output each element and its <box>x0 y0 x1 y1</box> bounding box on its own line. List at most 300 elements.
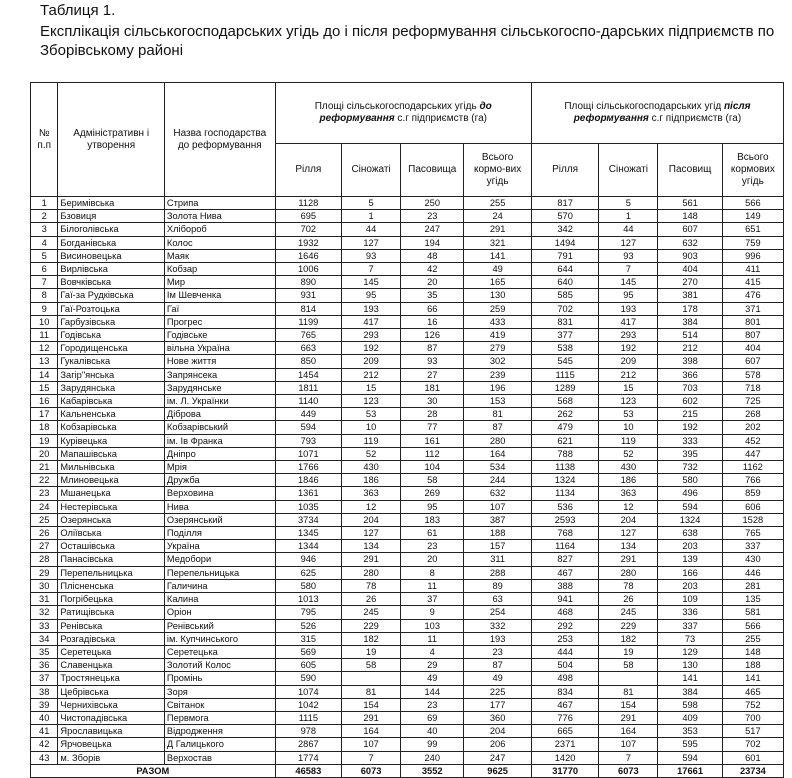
value-cell: 66 <box>401 302 464 315</box>
value-cell: 27 <box>401 368 464 381</box>
farm-name-cell: ім. Купчинського <box>164 632 275 645</box>
value-cell: 5 <box>599 197 658 210</box>
admin-unit-cell: Ренівська <box>58 619 165 632</box>
table-row <box>31 474 784 487</box>
row-number: 9 <box>31 302 58 315</box>
farm-name-cell: Перепельницька <box>164 566 275 579</box>
farm-name-cell: Україна <box>164 540 275 553</box>
total-cell: 9625 <box>464 764 532 777</box>
table-row <box>31 540 784 553</box>
admin-unit-cell: Млиновецька <box>58 474 165 487</box>
value-cell: 1932 <box>275 236 341 249</box>
value-cell: 15 <box>342 381 401 394</box>
value-cell: 496 <box>658 487 722 500</box>
table-caption: Таблиця 1. <box>40 2 116 19</box>
admin-unit-cell: Годівська <box>58 329 165 342</box>
admin-unit-cell: Чистопадівська <box>58 711 165 724</box>
value-cell: 192 <box>342 342 401 355</box>
value-cell: 135 <box>722 593 783 606</box>
table-row <box>31 500 784 513</box>
farm-name-cell: Відродження <box>164 725 275 738</box>
value-cell: 718 <box>722 381 783 394</box>
value-cell: 130 <box>658 659 722 672</box>
value-cell: 119 <box>599 434 658 447</box>
table-row <box>31 434 784 447</box>
total-label: РАЗОМ <box>31 764 276 777</box>
value-cell: 119 <box>342 434 401 447</box>
row-number: 29 <box>31 566 58 579</box>
value-cell: 203 <box>658 579 722 592</box>
value-cell: 20 <box>401 553 464 566</box>
value-cell: 409 <box>658 711 722 724</box>
value-cell: 430 <box>722 553 783 566</box>
value-cell: 381 <box>658 289 722 302</box>
value-cell: 465 <box>722 685 783 698</box>
value-cell: 49 <box>401 672 464 685</box>
value-cell: 4 <box>401 645 464 658</box>
table-row <box>31 249 784 262</box>
value-cell: 127 <box>599 236 658 249</box>
value-cell: 141 <box>464 249 532 262</box>
header-pastures-after: Пасовищ <box>658 144 722 197</box>
value-cell: 814 <box>275 302 341 315</box>
value-cell: 1 <box>342 210 401 223</box>
value-cell: 10 <box>342 421 401 434</box>
row-number: 27 <box>31 540 58 553</box>
value-cell: 93 <box>342 249 401 262</box>
row-number: 24 <box>31 500 58 513</box>
value-cell: 1774 <box>275 751 341 764</box>
value-cell: 1199 <box>275 315 341 328</box>
value-cell: 182 <box>342 632 401 645</box>
value-cell: 139 <box>658 553 722 566</box>
value-cell: 605 <box>275 659 341 672</box>
value-cell: 333 <box>658 434 722 447</box>
row-number: 32 <box>31 606 58 619</box>
farm-name-cell: Маяк <box>164 249 275 262</box>
admin-unit-cell: Зарудянська <box>58 381 165 394</box>
value-cell: 95 <box>599 289 658 302</box>
header-before-reform: Площі сільськогосподарських угідь до реформування с.г підприємств (га) <box>275 83 531 144</box>
admin-unit-cell: Загір"янська <box>58 368 165 381</box>
value-cell: 35 <box>401 289 464 302</box>
farm-name-cell: Світанок <box>164 698 275 711</box>
farm-name-cell: Дніпро <box>164 447 275 460</box>
value-cell: 148 <box>722 645 783 658</box>
admin-unit-cell: Мшанецька <box>58 487 165 500</box>
value-cell: 795 <box>275 606 341 619</box>
value-cell: 621 <box>531 434 598 447</box>
admin-unit-cell: Погрібецька <box>58 593 165 606</box>
value-cell: 95 <box>342 289 401 302</box>
value-cell: 1289 <box>531 381 598 394</box>
value-cell: 417 <box>342 315 401 328</box>
value-cell: 52 <box>342 447 401 460</box>
table-row <box>31 579 784 592</box>
value-cell: 315 <box>275 632 341 645</box>
value-cell: 127 <box>599 527 658 540</box>
value-cell: 545 <box>531 355 598 368</box>
table-row <box>31 698 784 711</box>
value-cell: 44 <box>342 223 401 236</box>
value-cell: 1494 <box>531 236 598 249</box>
table-row <box>31 381 784 394</box>
table-row <box>31 276 784 289</box>
value-cell: 144 <box>401 685 464 698</box>
header-fodder-total-before: Всього кормо-вих угідь <box>464 144 532 197</box>
header-pastures-before: Пасовища <box>401 144 464 197</box>
value-cell: 240 <box>401 751 464 764</box>
value-cell: 24 <box>464 210 532 223</box>
value-cell: 16 <box>401 315 464 328</box>
admin-unit-cell: м. Зборів <box>58 751 165 764</box>
value-cell: 164 <box>342 725 401 738</box>
admin-unit-cell: Чернихівська <box>58 698 165 711</box>
admin-unit-cell: Курівецька <box>58 434 165 447</box>
value-cell: 827 <box>531 553 598 566</box>
value-cell: 360 <box>464 711 532 724</box>
value-cell: 81 <box>599 685 658 698</box>
admin-unit-cell: Плісненська <box>58 579 165 592</box>
value-cell: 446 <box>722 566 783 579</box>
admin-unit-cell: Гукалівська <box>58 355 165 368</box>
value-cell: 607 <box>722 355 783 368</box>
admin-unit-cell: Мильнівська <box>58 461 165 474</box>
value-cell: 534 <box>464 461 532 474</box>
value-cell: 245 <box>342 606 401 619</box>
value-cell: 11 <box>401 579 464 592</box>
value-cell: 941 <box>531 593 598 606</box>
admin-unit-cell: Висиновецька <box>58 249 165 262</box>
value-cell: 1140 <box>275 395 341 408</box>
value-cell: 332 <box>464 619 532 632</box>
value-cell: 476 <box>722 289 783 302</box>
header-number: № п.п <box>31 83 58 197</box>
value-cell: 766 <box>722 474 783 487</box>
value-cell: 1006 <box>275 263 341 276</box>
value-cell: 7 <box>599 751 658 764</box>
total-cell: 31770 <box>531 764 598 777</box>
farm-name-cell: Д Галицького <box>164 738 275 751</box>
value-cell: 1164 <box>531 540 598 553</box>
admin-unit-cell: Кабарівська <box>58 395 165 408</box>
value-cell: 1162 <box>722 461 783 474</box>
admin-unit-cell: Нестерівська <box>58 500 165 513</box>
value-cell: 601 <box>722 751 783 764</box>
value-cell: 585 <box>531 289 598 302</box>
value-cell: 594 <box>658 500 722 513</box>
value-cell: 188 <box>464 527 532 540</box>
value-cell: 595 <box>658 738 722 751</box>
farm-name-cell: Оріон <box>164 606 275 619</box>
value-cell: 1361 <box>275 487 341 500</box>
value-cell: 26 <box>599 593 658 606</box>
value-cell: 126 <box>401 329 464 342</box>
value-cell: 112 <box>401 447 464 460</box>
value-cell: 193 <box>599 302 658 315</box>
farm-name-cell: Колос <box>164 236 275 249</box>
value-cell: 834 <box>531 685 598 698</box>
admin-unit-cell: Славенцька <box>58 659 165 672</box>
value-cell: 9 <box>401 606 464 619</box>
value-cell: 1420 <box>531 751 598 764</box>
value-cell: 387 <box>464 513 532 526</box>
value-cell: 725 <box>722 395 783 408</box>
land-explication-table <box>30 82 784 778</box>
header-hayfields-before: Сіножаті <box>342 144 401 197</box>
farm-name-cell: Золота Нива <box>164 210 275 223</box>
value-cell: 23 <box>464 645 532 658</box>
value-cell: 23 <box>401 698 464 711</box>
value-cell: 395 <box>658 447 722 460</box>
value-cell: 202 <box>722 421 783 434</box>
value-cell: 203 <box>658 540 722 553</box>
value-cell: 30 <box>401 395 464 408</box>
value-cell: 145 <box>599 276 658 289</box>
value-cell: 293 <box>342 329 401 342</box>
value-cell: 1846 <box>275 474 341 487</box>
value-cell: 7 <box>342 751 401 764</box>
row-number: 30 <box>31 579 58 592</box>
value-cell: 164 <box>599 725 658 738</box>
farm-name-cell: Ренівський <box>164 619 275 632</box>
farm-name-cell: Стрипа <box>164 197 275 210</box>
farm-name-cell: Запрянсека <box>164 368 275 381</box>
value-cell: 703 <box>658 381 722 394</box>
total-cell: 17661 <box>658 764 722 777</box>
value-cell: 384 <box>658 315 722 328</box>
value-cell: 625 <box>275 566 341 579</box>
value-cell: 580 <box>658 474 722 487</box>
row-number: 20 <box>31 447 58 460</box>
value-cell: 183 <box>401 513 464 526</box>
table-row <box>31 447 784 460</box>
farm-name-cell: Промінь <box>164 672 275 685</box>
table-row <box>31 487 784 500</box>
value-cell: 598 <box>658 698 722 711</box>
value-cell: 247 <box>464 751 532 764</box>
value-cell: 93 <box>401 355 464 368</box>
total-cell: 23734 <box>722 764 783 777</box>
value-cell: 467 <box>531 566 598 579</box>
value-cell: 270 <box>658 276 722 289</box>
farm-name-cell: Серетецька <box>164 645 275 658</box>
value-cell: 702 <box>531 302 598 315</box>
admin-unit-cell: Перепельницька <box>58 566 165 579</box>
farm-name-cell: Дружба <box>164 474 275 487</box>
value-cell: 99 <box>401 738 464 751</box>
value-cell: 1528 <box>722 513 783 526</box>
value-cell: 569 <box>275 645 341 658</box>
value-cell: 157 <box>464 540 532 553</box>
value-cell: 291 <box>342 553 401 566</box>
value-cell: 109 <box>658 593 722 606</box>
value-cell: 212 <box>599 368 658 381</box>
row-number: 40 <box>31 711 58 724</box>
value-cell: 1811 <box>275 381 341 394</box>
value-cell: 337 <box>722 540 783 553</box>
value-cell: 363 <box>599 487 658 500</box>
farm-name-cell: вільна Україна <box>164 342 275 355</box>
value-cell: 254 <box>464 606 532 619</box>
value-cell: 363 <box>342 487 401 500</box>
value-cell: 127 <box>342 527 401 540</box>
value-cell: 417 <box>599 315 658 328</box>
value-cell: 566 <box>722 619 783 632</box>
value-cell: 665 <box>531 725 598 738</box>
row-number: 5 <box>31 249 58 262</box>
value-cell: 292 <box>531 619 598 632</box>
value-cell: 568 <box>531 395 598 408</box>
admin-unit-cell: Городищенська <box>58 342 165 355</box>
value-cell: 590 <box>275 672 341 685</box>
admin-unit-cell: Вовчківська <box>58 276 165 289</box>
admin-unit-cell: Ярчовецька <box>58 738 165 751</box>
value-cell: 23 <box>401 540 464 553</box>
value-cell: 107 <box>599 738 658 751</box>
farm-name-cell: Гаї <box>164 302 275 315</box>
value-cell: 123 <box>599 395 658 408</box>
value-cell: 732 <box>658 461 722 474</box>
value-cell: 49 <box>464 263 532 276</box>
value-cell: 253 <box>531 632 598 645</box>
value-cell: 281 <box>722 579 783 592</box>
value-cell: 134 <box>342 540 401 553</box>
table-row <box>31 645 784 658</box>
farm-name-cell: Нива <box>164 500 275 513</box>
value-cell: 193 <box>342 302 401 315</box>
value-cell: 1454 <box>275 368 341 381</box>
value-cell: 247 <box>401 223 464 236</box>
value-cell: 606 <box>722 500 783 513</box>
value-cell: 1115 <box>531 368 598 381</box>
value-cell: 752 <box>722 698 783 711</box>
value-cell: 996 <box>722 249 783 262</box>
value-cell: 302 <box>464 355 532 368</box>
value-cell: 663 <box>275 342 341 355</box>
value-cell: 859 <box>722 487 783 500</box>
value-cell: 2593 <box>531 513 598 526</box>
table-row <box>31 566 784 579</box>
row-number: 41 <box>31 725 58 738</box>
value-cell: 107 <box>464 500 532 513</box>
value-cell: 1042 <box>275 698 341 711</box>
farm-name-cell: Діброва <box>164 408 275 421</box>
table-row <box>31 672 784 685</box>
value-cell: 850 <box>275 355 341 368</box>
value-cell: 148 <box>658 210 722 223</box>
value-cell: 206 <box>464 738 532 751</box>
value-cell: 765 <box>275 329 341 342</box>
value-cell: 342 <box>531 223 598 236</box>
value-cell: 192 <box>599 342 658 355</box>
value-cell: 7 <box>342 263 401 276</box>
row-number: 33 <box>31 619 58 632</box>
admin-unit-cell: Осташівська <box>58 540 165 553</box>
admin-unit-cell: Оліївська <box>58 527 165 540</box>
value-cell: 1128 <box>275 197 341 210</box>
value-cell: 188 <box>722 659 783 672</box>
table-row <box>31 223 784 236</box>
value-cell: 538 <box>531 342 598 355</box>
row-number: 13 <box>31 355 58 368</box>
header-hayfields-after: Сіножаті <box>599 144 658 197</box>
value-cell: 903 <box>658 249 722 262</box>
document-heading: Експлікація сільськогосподарських угідь до і після реформування сільськогоспо-дарських підприємств по Зборівському районі <box>40 23 775 59</box>
value-cell: 411 <box>722 263 783 276</box>
row-number: 19 <box>31 434 58 447</box>
value-cell: 127 <box>342 236 401 249</box>
value-cell: 186 <box>342 474 401 487</box>
value-cell: 78 <box>342 579 401 592</box>
farm-name-cell: Зарудянське <box>164 381 275 394</box>
farm-name-cell: Галичина <box>164 579 275 592</box>
total-cell: 6073 <box>342 764 401 777</box>
value-cell: 69 <box>401 711 464 724</box>
value-cell: 640 <box>531 276 598 289</box>
header-admin-unit: Адміністративн і утворення <box>58 83 165 197</box>
value-cell: 890 <box>275 276 341 289</box>
value-cell: 49 <box>464 672 532 685</box>
farm-name-cell: Мрія <box>164 461 275 474</box>
table-row <box>31 236 784 249</box>
value-cell: 1138 <box>531 461 598 474</box>
value-cell: 1 <box>599 210 658 223</box>
value-cell: 212 <box>342 368 401 381</box>
value-cell: 42 <box>401 263 464 276</box>
row-number: 22 <box>31 474 58 487</box>
value-cell: 291 <box>599 711 658 724</box>
value-cell: 204 <box>599 513 658 526</box>
value-cell: 580 <box>275 579 341 592</box>
admin-unit-cell: Мапашівська <box>58 447 165 460</box>
value-cell: 632 <box>658 236 722 249</box>
value-cell: 12 <box>599 500 658 513</box>
value-cell: 404 <box>658 263 722 276</box>
value-cell: 1766 <box>275 461 341 474</box>
total-row <box>31 764 784 777</box>
table-row <box>31 329 784 342</box>
value-cell: 53 <box>342 408 401 421</box>
value-cell: 479 <box>531 421 598 434</box>
table-row <box>31 210 784 223</box>
value-cell: 215 <box>658 408 722 421</box>
value-cell: 931 <box>275 289 341 302</box>
value-cell: 581 <box>722 606 783 619</box>
table-row <box>31 302 784 315</box>
table-row <box>31 355 784 368</box>
admin-unit-cell: Кальненська <box>58 408 165 421</box>
value-cell: 15 <box>599 381 658 394</box>
value-cell: 632 <box>464 487 532 500</box>
value-cell: 337 <box>658 619 722 632</box>
farm-name-cell: Кобзар <box>164 263 275 276</box>
value-cell: 81 <box>464 408 532 421</box>
value-cell: 255 <box>464 197 532 210</box>
value-cell: 145 <box>342 276 401 289</box>
value-cell: 245 <box>599 606 658 619</box>
value-cell: 107 <box>342 738 401 751</box>
value-cell: 807 <box>722 329 783 342</box>
value-cell: 280 <box>342 566 401 579</box>
admin-unit-cell: Білоголівська <box>58 223 165 236</box>
table-row <box>31 632 784 645</box>
admin-unit-cell: Озерянська <box>58 513 165 526</box>
value-cell: 1074 <box>275 685 341 698</box>
table-row <box>31 593 784 606</box>
value-cell: 73 <box>658 632 722 645</box>
value-cell: 280 <box>599 566 658 579</box>
